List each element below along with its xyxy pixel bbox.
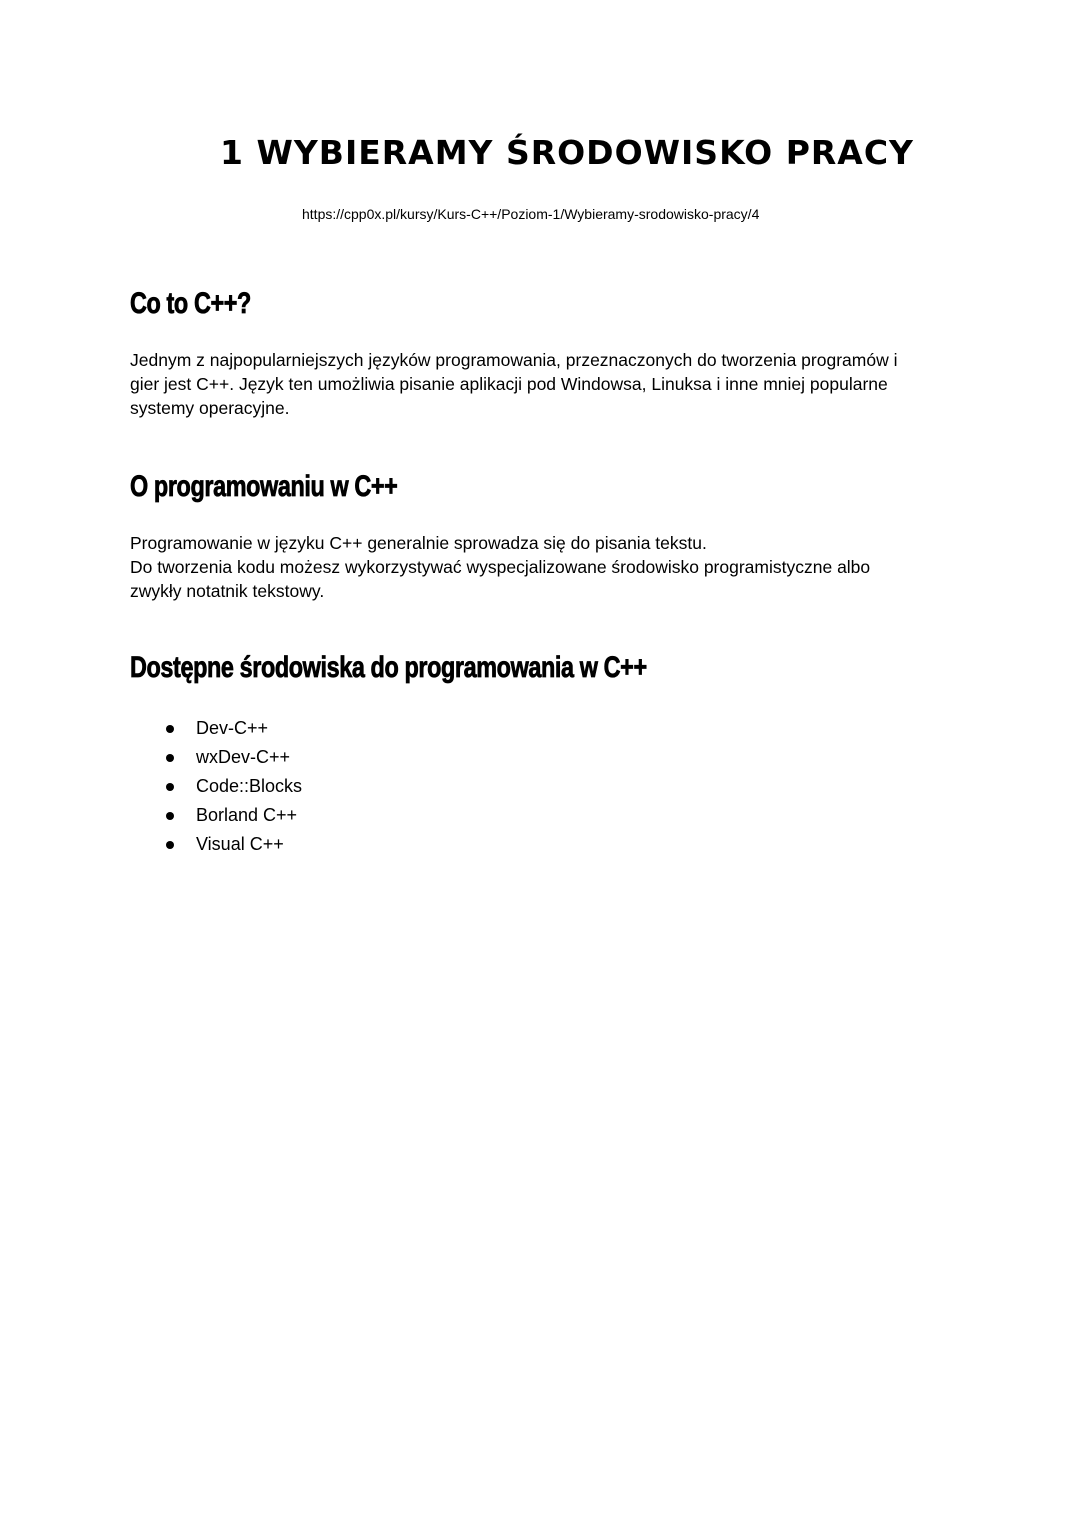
list-item [130, 743, 302, 772]
page-title: 1 WYBIERAMY ŚRODOWISKO PRACY [220, 133, 914, 172]
list-item [130, 801, 302, 830]
text-line: systemy operacyjne. [130, 398, 290, 418]
heading-dostepne-srodowiska: Dostępne środowiska do programowania w C++ [130, 651, 647, 684]
paragraph-o-programowaniu [130, 531, 950, 603]
paragraph-co-to-cpp [130, 348, 950, 420]
list-item-label: Visual C++ [196, 834, 284, 854]
bullet-icon [166, 754, 174, 762]
bullet-icon [166, 841, 174, 849]
list-item-label: Code::Blocks [196, 776, 303, 796]
list-item [130, 714, 302, 743]
list-item [130, 830, 302, 859]
heading-o-programowaniu: O programowaniu w C++ [130, 470, 398, 503]
bullet-icon [166, 812, 174, 820]
environments-list [130, 714, 302, 859]
text-line: zwykły notatnik tekstowy. [130, 581, 325, 601]
text-line: Jednym z najpopularniejszych języków programowania, przeznaczonych do tworzenia programów i [130, 350, 898, 370]
bullet-icon [166, 783, 174, 791]
bullet-icon [166, 725, 174, 733]
text-line: Programowanie w języku C++ generalnie sprowadza się do pisania tekstu. [130, 533, 707, 553]
list-item [130, 772, 302, 801]
list-item-label: Dev-C++ [196, 718, 269, 738]
source-url: https://cpp0x.pl/kursy/Kurs-C++/Poziom-1/Wybieramy-srodowisko-pracy/4 [302, 206, 760, 222]
text-line: Do tworzenia kodu możesz wykorzystywać wyspecjalizowane środowisko programistyczne albo [130, 557, 871, 577]
text-line: gier jest C++. Język ten umożliwia pisanie aplikacji pod Windowsa, Linuksa i inne mniej popularne [130, 374, 888, 394]
list-item-label: Borland C++ [196, 805, 298, 825]
list-item-label: wxDev-C++ [196, 747, 291, 767]
heading-co-to-cpp: Co to C++? [130, 287, 251, 320]
